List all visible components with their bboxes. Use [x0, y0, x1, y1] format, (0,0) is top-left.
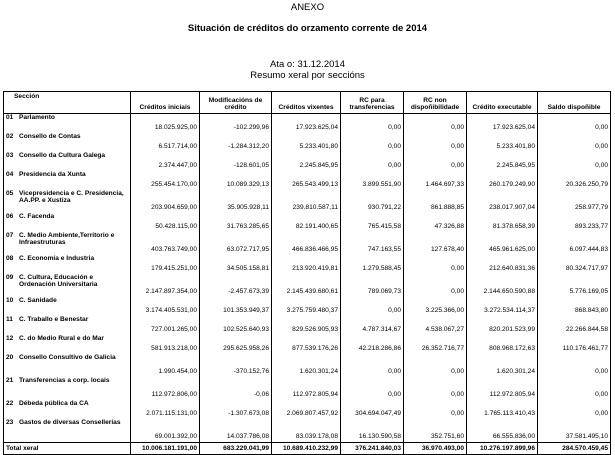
value-cell: 26.352.716,77	[404, 335, 467, 354]
section-name: Consello da Cultura Galega	[19, 152, 106, 159]
value-cell: 820.201.523,99	[467, 316, 538, 335]
value-cell: 4.787.314,67	[341, 316, 404, 335]
value-cell: 1.279.588,45	[341, 255, 404, 274]
value-cell: 747.163,55	[341, 232, 404, 255]
value-cell: 213.920.419,81	[272, 255, 341, 274]
table-row	[4, 297, 611, 316]
section-code: 11	[6, 316, 13, 323]
value-cell: 0,00	[404, 152, 467, 171]
value-cell: 18.025.925,00	[131, 114, 200, 134]
document-title: Situación de créditos do orzamento corrente de 2014	[187, 23, 428, 34]
value-cell: 0,00	[404, 255, 467, 274]
total-value: 376.241.840,03	[341, 443, 404, 455]
column-header-rc-non-disponibilidade: RC non dispoñibilidade	[404, 92, 467, 114]
table-row	[4, 232, 611, 255]
section-code: 22	[6, 400, 14, 407]
value-cell: 0,00	[538, 354, 611, 377]
value-cell: 2.145.439.680,61	[272, 274, 341, 297]
section-name: Gastos de diversas Consellerías	[19, 419, 121, 426]
value-cell: 727.001.265,00	[131, 316, 200, 335]
table-row	[4, 354, 611, 377]
value-cell: 34.505.158,81	[200, 255, 272, 274]
section-name: C. Medio Ambiente,Territorio e Infraestruturas	[19, 232, 115, 246]
column-header-credito-executable: Crédito executable	[467, 92, 538, 114]
value-cell: 14.037.786,08	[200, 419, 272, 443]
value-cell: 1.765.113.410,43	[467, 400, 538, 419]
value-cell: 0,00	[404, 377, 467, 400]
section-cell	[4, 213, 131, 232]
value-cell: 3.899.551,90	[341, 171, 404, 190]
section-cell	[4, 377, 131, 400]
value-cell: 63.072.717,95	[200, 232, 272, 255]
value-cell: 3.174.405.531,00	[131, 297, 200, 316]
value-cell: 5.776.169,05	[538, 274, 611, 297]
value-cell: 2.144.650.590,88	[467, 274, 538, 297]
document-subtitle: Resumo xeral por seccións	[250, 70, 365, 81]
section-code: 23	[6, 419, 14, 426]
value-cell: 112.972.805,94	[272, 377, 341, 400]
value-cell: 2.245.845,95	[467, 152, 538, 171]
value-cell: 893.233,77	[538, 213, 611, 232]
value-cell: 212.640.831,36	[467, 255, 538, 274]
value-cell: 10.089.329,13	[200, 171, 272, 190]
value-cell: 16.130.590,58	[341, 419, 404, 443]
value-cell: 403.763.749,00	[131, 232, 200, 255]
table-row	[4, 213, 611, 232]
section-name: C. Economía e Industria	[19, 255, 95, 262]
section-cell	[4, 133, 131, 152]
section-name: C. do Medio Rural e do Mar	[19, 335, 104, 342]
value-cell: 0,00	[404, 274, 467, 297]
value-cell: 765.415,58	[341, 213, 404, 232]
section-cell	[4, 232, 131, 255]
value-cell: 265.543.499,13	[272, 171, 341, 190]
value-cell: 829.526.905,93	[272, 316, 341, 335]
value-cell: 1.620.301,24	[272, 354, 341, 377]
value-cell: 1.990.454,00	[131, 354, 200, 377]
value-cell: 112.972.806,00	[131, 377, 200, 400]
section-cell	[4, 190, 131, 213]
date-line: Ata o: 31.12.2014	[269, 59, 345, 70]
value-cell: 127.678,40	[404, 232, 467, 255]
value-cell: -102.299,96	[200, 114, 272, 134]
value-cell: 0,00	[341, 297, 404, 316]
value-cell: 260.179.249,90	[467, 171, 538, 190]
value-cell: 4.538.067,27	[404, 316, 467, 335]
value-cell: 22.266.844,58	[538, 316, 611, 335]
section-code: 08	[6, 255, 14, 262]
section-code: 09	[6, 274, 14, 281]
value-cell: 868.843,80	[538, 297, 611, 316]
value-cell: 239.810.587,11	[272, 190, 341, 213]
value-cell: 238.017.907,04	[467, 190, 538, 213]
total-value: 10.689.410.232,99	[272, 443, 341, 455]
value-cell: 877.539.176,26	[272, 335, 341, 354]
value-cell: 47.326,88	[404, 213, 467, 232]
value-cell: 37.581.495,10	[538, 419, 611, 443]
value-cell: 17.923.625,04	[467, 114, 538, 134]
table-row	[4, 400, 611, 419]
value-cell: 17.923.625,04	[272, 114, 341, 134]
value-cell: -1.284.312,20	[200, 133, 272, 152]
section-name: Presidencia da Xunta	[19, 171, 86, 178]
section-cell	[4, 171, 131, 190]
value-cell: 35.905.928,11	[200, 190, 272, 213]
total-value: 36.970.493,00	[404, 443, 467, 455]
total-value: 683.229.041,99	[200, 443, 272, 455]
value-cell: 0,00	[404, 133, 467, 152]
value-cell: 352.751,60	[404, 419, 467, 443]
value-cell: -0,06	[200, 377, 272, 400]
value-cell: -1.307.673,08	[200, 400, 272, 419]
table-row	[4, 152, 611, 171]
table-row	[4, 190, 611, 213]
value-cell: 101.353.949,37	[200, 297, 272, 316]
table-row	[4, 133, 611, 152]
section-code: 10	[6, 297, 14, 304]
total-value: 284.570.459,45	[538, 443, 611, 455]
value-cell: 3.225.366,00	[404, 297, 467, 316]
section-name: Consello Consultivo de Galicia	[19, 354, 116, 361]
value-cell: 2.069.807.457,92	[272, 400, 341, 419]
value-cell: 82.191.400,65	[272, 213, 341, 232]
value-cell: 42.218.286,86	[341, 335, 404, 354]
section-code: 12	[6, 335, 14, 342]
value-cell: 0,00	[538, 133, 611, 152]
value-cell: 0,00	[341, 377, 404, 400]
column-header-creditos-vixentes: Créditos vixentes	[272, 92, 341, 114]
value-cell: 0,00	[538, 377, 611, 400]
table-row	[4, 171, 611, 190]
section-cell	[4, 274, 131, 297]
value-cell: -128.601,05	[200, 152, 272, 171]
value-cell: 466.836.466,95	[272, 232, 341, 255]
section-name: Vicepresidencia e C. Presidencia, AA.PP. e Xustiza	[19, 190, 124, 204]
section-name: C. Facenda	[19, 213, 55, 220]
credits-table	[3, 91, 611, 455]
section-name: Transferencias a corp. locais	[19, 377, 110, 384]
value-cell: 2.147.897.354,00	[131, 274, 200, 297]
value-cell: 20.326.250,79	[538, 171, 611, 190]
section-cell	[4, 297, 131, 316]
value-cell: 0,00	[404, 114, 467, 134]
value-cell: 0,00	[538, 400, 611, 419]
value-cell: 81.378.658,39	[467, 213, 538, 232]
value-cell: 102.525.640,93	[200, 316, 272, 335]
value-cell: 5.233.401,80	[272, 133, 341, 152]
value-cell: 2.071.115.131,00	[131, 400, 200, 419]
table-row	[4, 274, 611, 297]
section-code: 07	[6, 232, 14, 239]
section-name: C. Traballo e Benestar	[19, 316, 89, 323]
value-cell: 3.272.534.114,37	[467, 297, 538, 316]
value-cell: 2.245.845,95	[272, 152, 341, 171]
value-cell: 789.069,73	[341, 274, 404, 297]
value-cell: 808.968.172,63	[467, 335, 538, 354]
section-code: 03	[6, 152, 14, 159]
table-row	[4, 377, 611, 400]
value-cell: -2.457.673,39	[200, 274, 272, 297]
value-cell: 930.791,22	[341, 190, 404, 213]
value-cell: 6.097.444,83	[538, 232, 611, 255]
value-cell: -370.152,76	[200, 354, 272, 377]
section-code: 02	[6, 133, 14, 140]
column-header-rc-transferencias: RC para transferencias	[341, 92, 404, 114]
section-code: 21	[6, 377, 14, 384]
section-cell	[4, 255, 131, 274]
value-cell: 31.763.285,65	[200, 213, 272, 232]
section-code: 06	[6, 213, 14, 220]
value-cell: 203.904.659,00	[131, 190, 200, 213]
table-row	[4, 316, 611, 335]
total-row	[4, 443, 611, 455]
value-cell: 258.977,79	[538, 190, 611, 213]
column-header-saldo-disponible: Saldo dispoñible	[538, 92, 611, 114]
value-cell: 2.374.447,00	[131, 152, 200, 171]
value-cell: 0,00	[404, 354, 467, 377]
section-cell	[4, 114, 131, 134]
value-cell: 1.620.301,24	[467, 354, 538, 377]
table-row	[4, 335, 611, 354]
value-cell: 0,00	[404, 400, 467, 419]
value-cell: 5.233.401,80	[467, 133, 538, 152]
section-name: C. Sanidade	[19, 297, 57, 304]
value-cell: 0,00	[341, 133, 404, 152]
value-cell: 0,00	[538, 114, 611, 134]
section-cell	[4, 419, 131, 443]
table-row	[4, 255, 611, 274]
section-cell	[4, 316, 131, 335]
value-cell: 861.888,85	[404, 190, 467, 213]
value-cell: 304.694.047,49	[341, 400, 404, 419]
value-cell: 0,00	[341, 152, 404, 171]
column-header-creditos-iniciais: Créditos iniciais	[131, 92, 200, 114]
section-code: 05	[6, 190, 14, 197]
section-name: C. Cultura, Educación e Ordenación Universitaria	[19, 274, 98, 288]
section-cell	[4, 152, 131, 171]
value-cell: 0,00	[341, 354, 404, 377]
value-cell: 83.039.178,08	[272, 419, 341, 443]
value-cell: 112.972.805,94	[467, 377, 538, 400]
annex-label: ANEXO	[290, 2, 325, 13]
table-row	[4, 419, 611, 443]
section-code: 20	[6, 354, 14, 361]
section-name: Débeda pública da CA	[19, 400, 89, 407]
section-code: 01	[6, 114, 14, 121]
total-value: 10.006.181.191,00	[131, 443, 200, 455]
value-cell: 66.555.836,00	[467, 419, 538, 443]
section-cell	[4, 335, 131, 354]
table-row	[4, 114, 611, 134]
value-cell: 80.324.717,97	[538, 255, 611, 274]
value-cell: 179.415.251,00	[131, 255, 200, 274]
section-cell	[4, 400, 131, 419]
value-cell: 465.961.625,00	[467, 232, 538, 255]
value-cell: 0,00	[341, 114, 404, 134]
value-cell: 69.001.392,00	[131, 419, 200, 443]
section-code: 04	[6, 171, 14, 178]
value-cell: 50.428.115,00	[131, 213, 200, 232]
table-header-row	[4, 92, 611, 114]
value-cell: 255.454.170,00	[131, 171, 200, 190]
value-cell: 110.176.461,77	[538, 335, 611, 354]
value-cell: 3.275.759.480,37	[272, 297, 341, 316]
section-name: Parlamento	[19, 114, 55, 121]
value-cell: 581.913.218,00	[131, 335, 200, 354]
value-cell: 295.625.958,26	[200, 335, 272, 354]
value-cell: 0,00	[538, 152, 611, 171]
column-header-modificacions: Modificacións de crédito	[200, 92, 272, 114]
column-header-seccion: Sección	[4, 92, 131, 114]
total-value: 10.276.197.899,96	[467, 443, 538, 455]
total-label: Total xeral	[4, 443, 131, 455]
value-cell: 6.517.714,00	[131, 133, 200, 152]
section-cell	[4, 354, 131, 377]
section-name: Consello de Contas	[19, 133, 81, 140]
value-cell: 1.464.697,33	[404, 171, 467, 190]
